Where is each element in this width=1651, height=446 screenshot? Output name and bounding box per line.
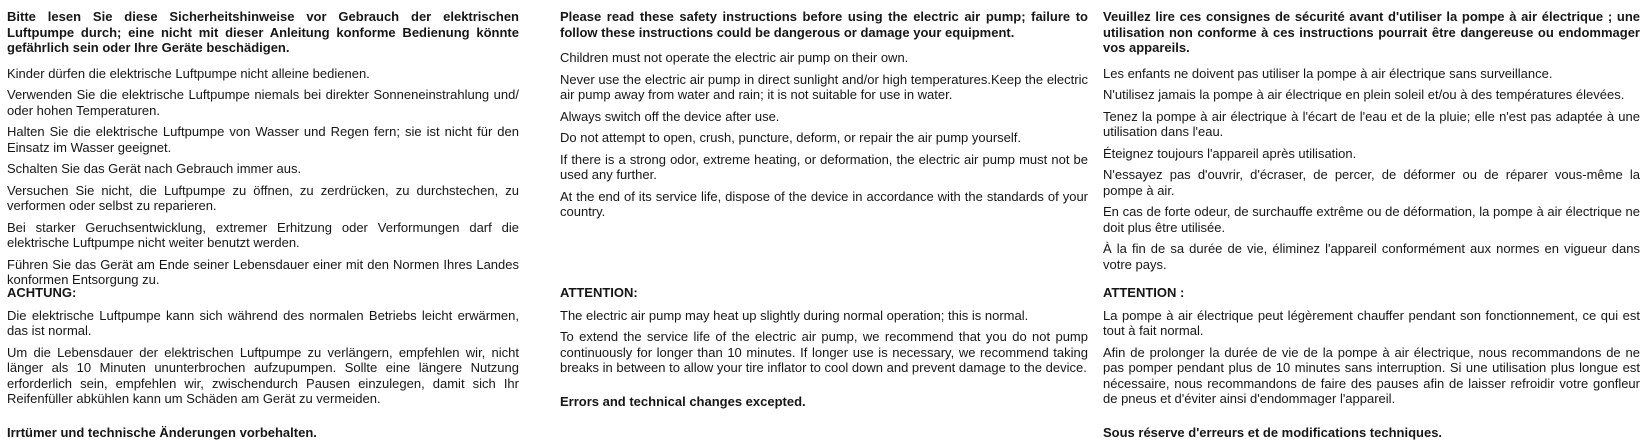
safety-paragraph: Do not attempt to open, crush, puncture, deform, or repair the air pump yourself. xyxy=(560,130,1022,145)
safety-paragraph: Führen Sie das Gerät am Ende seiner Lebensdauer einer mit den Normen Ihres Landes konformen Entsorgung zu. xyxy=(7,256,519,287)
safety-paragraph: Children must not operate the electric air pump on their own. xyxy=(560,50,909,65)
safety-paragraph: Schalten Sie das Gerät nach Gebrauch immer aus. xyxy=(7,161,302,176)
column-english xyxy=(560,9,1088,446)
attention-heading: ACHTUNG: xyxy=(7,285,77,300)
safety-intro-de: Bitte lesen Sie diese Sicherheitshinweise vor Gebrauch der elektrischen Luftpumpe durch; eine nicht mit dieser Anleitung konforme Bedienung könnte gefährlich sein oder Ihre Geräte beschädigen. xyxy=(7,9,519,55)
safety-paragraph: En cas de forte odeur, de surchauffe extrême ou de déformation, la pompe à air électrique ne doit plus être utilisée. xyxy=(1103,204,1640,235)
safety-paragraph: Éteignez toujours l'appareil après utilisation. xyxy=(1103,145,1357,161)
safety-paragraph: Les enfants ne doivent pas utiliser la pompe à air électrique sans surveillance. xyxy=(1103,65,1553,81)
safety-intro-en: Please read these safety instructions before using the electric air pump; failure to follow these instructions could be dangerous or damage your equipment. xyxy=(560,9,1088,40)
attention-paragraph: To extend the service life of the electric air pump, we recommend that you do not pump continuously for longer than 10 minutes. If longer use is necessary, we recommend taking breaks in between to allow your tire inflator to cool down and prevent damage to the device. xyxy=(560,329,1088,375)
safety-paragraph: Halten Sie die elektrische Luftpumpe von Wasser und Regen fern; sie ist nicht für den Einsatz im Wasser geeignet. xyxy=(7,124,519,155)
attention-heading: ATTENTION: xyxy=(560,285,638,300)
safety-paragraph: N'essayez pas d'ouvrir, d'écraser, de percer, de déformer ou de réparer vous-même la pompe à air. xyxy=(1103,167,1640,198)
safety-paragraph: If there is a strong odor, extreme heating, or deformation, the electric air pump must not be used any further. xyxy=(560,151,1088,182)
attention-section-en xyxy=(560,285,1088,409)
attention-paragraph: Die elektrische Luftpumpe kann sich während des normalen Betriebs leicht erwärmen, das ist normal. xyxy=(7,307,519,338)
safety-paragraph: Kinder dürfen die elektrische Luftpumpe nicht alleine bedienen. xyxy=(7,65,370,81)
attention-paragraph: Afin de prolonger la durée de vie de la pompe à air électrique, nous recommandons de ne pas pomper pendant plus de 10 minutes sans interruption. Si une utilisation plus longue est nécessaire, nous recommandons de faire des pauses afin de laisser refroidir votre gonfleur de pneus et d'éviter ainsi d'endommager l'appareil. xyxy=(1103,344,1640,406)
safety-intro-fr: Veuillez lire ces consignes de sécurité avant d'utiliser la pompe à air électrique ; une utilisation non conforme à ces instructions pourrait être dangereuse ou endommager vos appareils. xyxy=(1103,9,1640,55)
column-german xyxy=(7,9,519,446)
attention-paragraph: La pompe à air électrique peut légèrement chauffer pendant son fonctionnement, ce qui est tout à fait normal. xyxy=(1103,307,1640,338)
safety-paragraph: À la fin de sa durée de vie, éliminez l'appareil conformément aux normes en vigueur dans votre pays. xyxy=(1103,241,1640,272)
attention-paragraph: Um die Lebensdauer der elektrischen Luftpumpe zu verlängern, empfehlen wir, nicht länger als 10 Minuten ununterbrochen aufzupumpen. Sollte eine längere Nutzung erforderlich sein, empfehlen wir, zwischendurch Pausen einzulegen, damit sich Ihr Reifenfüller abkühlen kann um Schäden am Gerät zu vermeiden. xyxy=(7,344,519,406)
safety-paragraph: Verwenden Sie die elektrische Luftpumpe niemals bei direkter Sonneneinstrahlung und/ oder hohen Temperaturen. xyxy=(7,87,519,118)
safety-paragraph: Never use the electric air pump in direct sunlight and/or high temperatures.Keep the electric air pump away from water and rain; it is not suitable for use in water. xyxy=(560,71,1088,102)
safety-paragraph: Versuchen Sie nicht, die Luftpumpe zu öffnen, zu zerdrücken, zu durchstechen, zu verformen oder selbst zu reparieren. xyxy=(7,182,519,213)
attention-section-fr xyxy=(1103,285,1640,440)
safety-paragraph: N'utilisez jamais la pompe à air électrique en plein soleil et/ou à des températures élevées. xyxy=(1103,87,1625,102)
safety-paragraph: At the end of its service life, dispose of the device in accordance with the standards of your country. xyxy=(560,188,1088,219)
attention-section-de xyxy=(7,285,519,440)
safety-paragraph: Always switch off the device after use. xyxy=(560,108,780,124)
attention-heading: ATTENTION : xyxy=(1103,285,1185,300)
safety-paragraph: Tenez la pompe à air électrique à l'écart de l'eau et de la pluie; elle n'est pas adaptée à une utilisation dans l'eau. xyxy=(1103,108,1640,139)
errors-disclaimer: Irrtümer und technische Änderungen vorbehalten. xyxy=(7,424,317,440)
safety-paragraph: Bei starker Geruchsentwicklung, extremer Erhitzung oder Verformungen darf die elektrische Luftpumpe nicht weiter benutzt werden. xyxy=(7,219,519,250)
column-french xyxy=(1103,9,1640,446)
errors-disclaimer: Sous réserve d'erreurs et de modifications techniques. xyxy=(1103,424,1443,440)
attention-paragraph: The electric air pump may heat up slightly during normal operation; this is normal. xyxy=(560,307,1029,323)
errors-disclaimer: Errors and technical changes excepted. xyxy=(560,393,806,409)
